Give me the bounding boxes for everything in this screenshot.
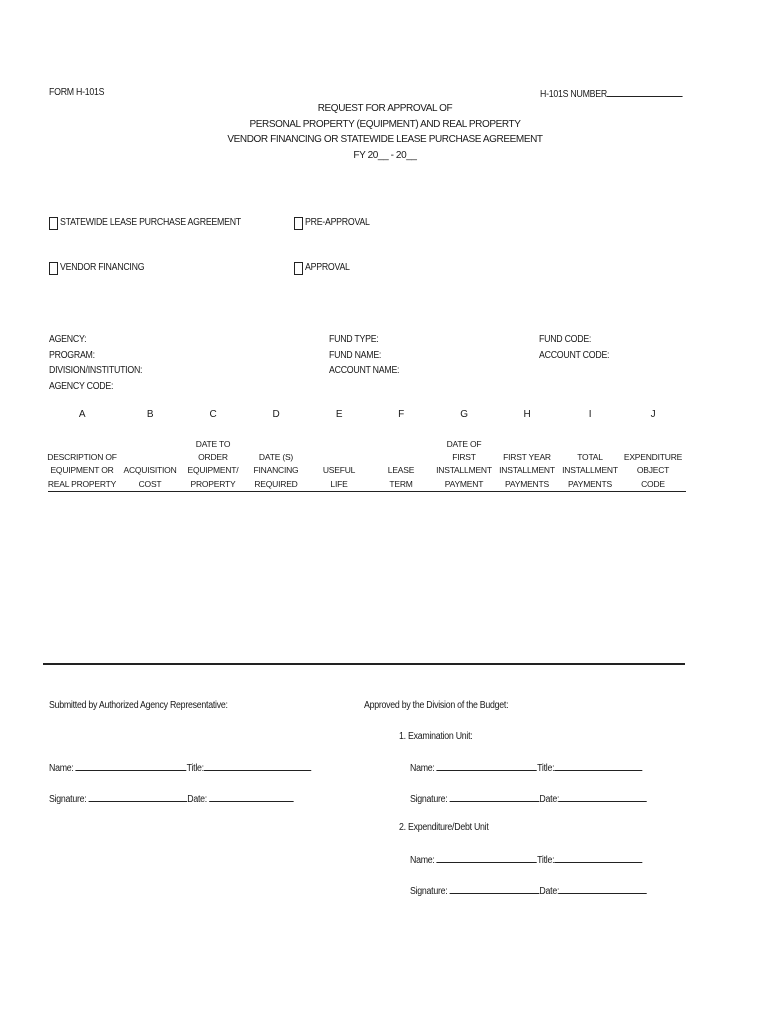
agency-date-label: Date: — [187, 794, 207, 805]
header-rule — [48, 491, 686, 492]
col-d-line-1: DATE (S) — [258, 452, 294, 463]
col-header-a — [42, 451, 122, 491]
col-h-line-1: FIRST YEAR — [503, 452, 551, 463]
account-name-label: ACCOUNT NAME: — [329, 365, 400, 376]
col-c-line-1: DATE TO — [195, 438, 231, 449]
col-g-line-1: DATE OF — [446, 438, 482, 449]
approved-heading: Approved by the Division of the Budget: — [364, 700, 509, 711]
exam-signature-line[interactable] — [450, 792, 540, 802]
statewide-checkbox[interactable] — [49, 217, 58, 230]
col-a-line-2: EQUIPMENT OR — [50, 465, 114, 476]
exam-date-line[interactable] — [559, 792, 647, 802]
fund-info-right — [539, 332, 609, 363]
agency-name-line[interactable] — [76, 761, 187, 771]
col-letter-a: A — [78, 409, 86, 420]
agency-signature-label: Signature: — [49, 794, 87, 805]
col-letter-f: F — [398, 409, 404, 420]
division-label: DIVISION/INSTITUTION: — [49, 365, 143, 376]
col-c-line-3: EQUIPMENT/ — [187, 465, 239, 476]
exam-name-line[interactable] — [437, 761, 537, 771]
col-a-line-1: DESCRIPTION OF — [47, 452, 117, 463]
agency-date-line[interactable] — [209, 792, 293, 802]
agency-signature-row[interactable] — [49, 792, 294, 806]
title-line-3: VENDOR FINANCING OR STATEWIDE LEASE PURCHASE AGREEMENT — [227, 134, 543, 145]
agency-title-line[interactable] — [204, 761, 311, 771]
vendor-financing-label: VENDOR FINANCING — [60, 262, 145, 273]
debt-name-row[interactable] — [410, 853, 642, 867]
statewide-label: STATEWIDE LEASE PURCHASE AGREEMENT — [60, 217, 241, 228]
agency-code-label: AGENCY CODE: — [49, 380, 114, 392]
debt-signature-row[interactable] — [410, 884, 647, 898]
debt-signature-line[interactable] — [450, 884, 540, 894]
debt-unit-heading: 2. Expenditure/Debt Unit — [399, 822, 489, 833]
exam-name-row[interactable] — [410, 761, 642, 775]
col-header-g — [429, 438, 499, 491]
agency-signature-line[interactable] — [89, 792, 188, 802]
col-b-line-1: ACQUISITION — [123, 465, 177, 476]
col-header-i — [555, 451, 625, 491]
col-h-line-2: INSTALLMENT — [499, 465, 555, 476]
exam-title-line[interactable] — [554, 761, 642, 771]
debt-name-line[interactable] — [437, 853, 537, 863]
debt-signature-label: Signature: — [410, 886, 448, 897]
agency-info-left — [49, 332, 142, 394]
exam-date-label: Date: — [539, 794, 560, 805]
fund-code-label: FUND CODE: — [539, 334, 592, 345]
col-j-line-2: OBJECT — [636, 465, 670, 476]
agency-title-label: Title: — [186, 763, 204, 774]
form-id: FORM H-101S — [49, 87, 105, 98]
agency-label: AGENCY: — [49, 334, 87, 345]
col-header-e — [304, 464, 374, 491]
vendor-financing-checkbox[interactable] — [49, 262, 58, 275]
table-bottom-rule — [43, 663, 685, 665]
col-letter-g: G — [460, 409, 468, 420]
col-header-b — [115, 464, 185, 491]
col-i-line-2: INSTALLMENT — [562, 465, 618, 476]
pre-approval-checkbox[interactable] — [294, 217, 303, 230]
col-h-line-3: PAYMENTS — [505, 478, 549, 489]
col-letter-e: E — [335, 409, 343, 420]
col-i-line-1: TOTAL — [577, 452, 603, 463]
debt-title-line[interactable] — [554, 853, 642, 863]
fund-type-label: FUND TYPE: — [329, 334, 379, 345]
col-letter-j: J — [650, 409, 656, 420]
exam-title-label: Title: — [537, 763, 555, 774]
account-code-label: ACCOUNT CODE: — [539, 349, 610, 361]
pre-approval-label: PRE-APPROVAL — [305, 217, 370, 228]
col-c-line-4: PROPERTY — [190, 478, 236, 489]
form-number-line — [607, 87, 683, 97]
title-line-2: PERSONAL PROPERTY (EQUIPMENT) AND REAL PROPERTY — [249, 118, 521, 130]
agency-name-label: Name: — [49, 763, 74, 774]
col-header-d — [241, 451, 311, 491]
col-d-line-3: REQUIRED — [254, 478, 298, 489]
debt-date-label: Date: — [539, 886, 560, 897]
col-b-line-2: COST — [138, 478, 162, 489]
submitted-heading: Submitted by Authorized Agency Representative: — [49, 700, 228, 711]
exam-signature-label: Signature: — [410, 794, 448, 805]
col-e-line-2: LIFE — [330, 478, 348, 489]
form-number-label: H-101S NUMBER — [540, 89, 607, 100]
col-header-c — [178, 438, 248, 491]
col-header-f — [366, 464, 436, 491]
approval-label: APPROVAL — [305, 262, 350, 273]
col-header-h — [492, 451, 562, 491]
debt-name-label: Name: — [410, 855, 435, 866]
col-letter-c: C — [209, 409, 217, 420]
col-g-line-2: FIRST — [452, 452, 476, 463]
col-letter-i: I — [588, 409, 592, 420]
title-line-4: FY 20__ - 20__ — [353, 149, 417, 161]
col-header-j — [618, 451, 688, 491]
fund-info-middle — [329, 332, 399, 379]
form-title — [200, 101, 570, 163]
debt-title-label: Title: — [537, 855, 555, 866]
col-a-line-3: REAL PROPERTY — [47, 478, 117, 489]
form-number-field[interactable] — [540, 87, 683, 101]
col-g-line-3: INSTALLMENT — [436, 465, 492, 476]
col-e-line-1: USEFUL — [322, 465, 356, 476]
col-letter-b: B — [146, 409, 154, 420]
col-i-line-3: PAYMENTS — [568, 478, 612, 489]
col-j-line-3: CODE — [641, 478, 665, 489]
approval-checkbox[interactable] — [294, 262, 303, 275]
program-label: PROGRAM: — [49, 349, 95, 361]
agency-name-row[interactable] — [49, 761, 311, 775]
exam-name-label: Name: — [410, 763, 435, 774]
exam-signature-row[interactable] — [410, 792, 647, 806]
col-j-line-1: EXPENDITURE — [623, 452, 683, 463]
col-f-line-1: LEASE — [387, 465, 415, 476]
col-letter-h: H — [523, 409, 531, 420]
col-letter-d: D — [272, 409, 280, 420]
exam-unit-heading: 1. Examination Unit: — [399, 731, 473, 742]
fund-name-label: FUND NAME: — [329, 349, 382, 361]
col-d-line-2: FINANCING — [253, 465, 299, 476]
col-f-line-2: TERM — [389, 478, 413, 489]
col-c-line-2: ORDER — [198, 452, 228, 463]
debt-date-line[interactable] — [559, 884, 647, 894]
col-g-line-4: PAYMENT — [444, 478, 484, 489]
title-line-1: REQUEST FOR APPROVAL OF — [317, 103, 453, 114]
